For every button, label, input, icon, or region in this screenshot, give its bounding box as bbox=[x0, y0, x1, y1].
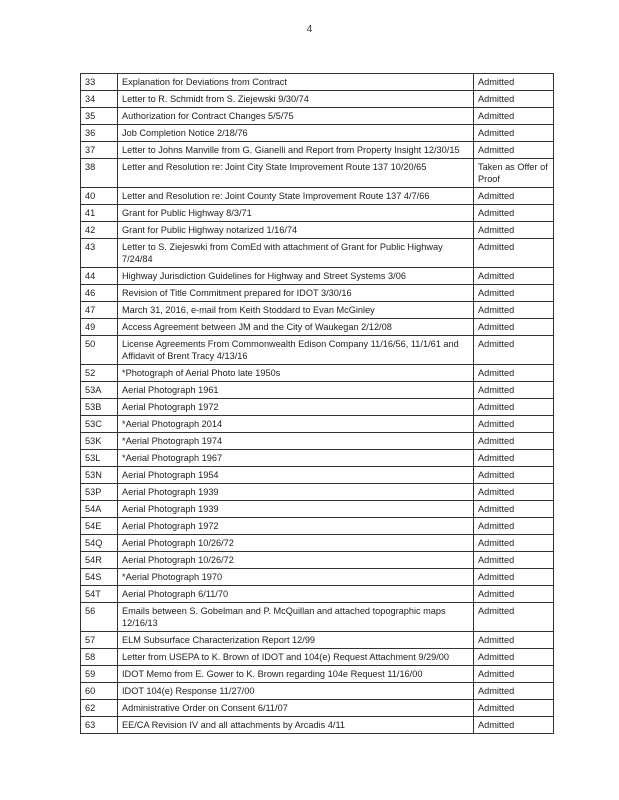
exhibit-description: Letter and Resolution re: Joint City State Improvement Route 137 10/20/65 bbox=[118, 159, 474, 188]
exhibit-description: Revision of Title Commitment prepared for IDOT 3/30/16 bbox=[118, 285, 474, 302]
exhibit-number: 41 bbox=[81, 205, 118, 222]
exhibit-number: 60 bbox=[81, 683, 118, 700]
exhibit-status: Admitted bbox=[474, 666, 554, 683]
exhibit-status: Admitted bbox=[474, 535, 554, 552]
exhibit-description: *Photograph of Aerial Photo late 1950s bbox=[118, 365, 474, 382]
exhibit-number: 53P bbox=[81, 484, 118, 501]
table-row bbox=[81, 433, 554, 450]
exhibit-status: Admitted bbox=[474, 416, 554, 433]
exhibit-description: Job Completion Notice 2/18/76 bbox=[118, 125, 474, 142]
exhibit-number: 53C bbox=[81, 416, 118, 433]
table-row bbox=[81, 142, 554, 159]
exhibit-number: 53L bbox=[81, 450, 118, 467]
table-row bbox=[81, 285, 554, 302]
exhibit-status: Admitted bbox=[474, 382, 554, 399]
exhibit-description: EE/CA Revision IV and all attachments by Arcadis 4/11 bbox=[118, 717, 474, 734]
exhibit-status: Admitted bbox=[474, 603, 554, 632]
exhibit-description: Aerial Photograph 1939 bbox=[118, 501, 474, 518]
table-row bbox=[81, 484, 554, 501]
exhibit-status: Admitted bbox=[474, 467, 554, 484]
table-row bbox=[81, 382, 554, 399]
exhibit-number: 54R bbox=[81, 552, 118, 569]
table-row bbox=[81, 319, 554, 336]
exhibit-status: Admitted bbox=[474, 433, 554, 450]
exhibit-description: Letter to Johns Manville from G. Gianelli and Report from Property Insight 12/30/15 bbox=[118, 142, 474, 159]
exhibit-description: March 31, 2016, e-mail from Keith Stoddard to Evan McGinley bbox=[118, 302, 474, 319]
table-row bbox=[81, 700, 554, 717]
table-row bbox=[81, 569, 554, 586]
table-row bbox=[81, 222, 554, 239]
exhibit-number: 63 bbox=[81, 717, 118, 734]
exhibit-description: IDOT 104(e) Response 11/27/00 bbox=[118, 683, 474, 700]
exhibit-status: Admitted bbox=[474, 74, 554, 91]
exhibit-description: Access Agreement between JM and the City of Waukegan 2/12/08 bbox=[118, 319, 474, 336]
table-row bbox=[81, 302, 554, 319]
table-row bbox=[81, 535, 554, 552]
table-row bbox=[81, 74, 554, 91]
table-row bbox=[81, 399, 554, 416]
exhibit-number: 37 bbox=[81, 142, 118, 159]
table-row bbox=[81, 666, 554, 683]
exhibit-status: Admitted bbox=[474, 125, 554, 142]
exhibit-number: 54Q bbox=[81, 535, 118, 552]
exhibit-number: 53A bbox=[81, 382, 118, 399]
table-row bbox=[81, 239, 554, 268]
table-row bbox=[81, 205, 554, 222]
table-row bbox=[81, 125, 554, 142]
exhibit-status: Admitted bbox=[474, 365, 554, 382]
exhibit-description: Aerial Photograph 10/26/72 bbox=[118, 552, 474, 569]
exhibit-number: 54T bbox=[81, 586, 118, 603]
exhibit-number: 56 bbox=[81, 603, 118, 632]
exhibit-table bbox=[80, 73, 554, 734]
exhibit-number: 33 bbox=[81, 74, 118, 91]
table-row bbox=[81, 586, 554, 603]
table-row bbox=[81, 91, 554, 108]
table-row bbox=[81, 552, 554, 569]
exhibit-description: License Agreements From Commonwealth Edison Company 11/16/56, 11/1/61 and Affidavit of Brent Tracy 4/13/16 bbox=[118, 336, 474, 365]
exhibit-status: Admitted bbox=[474, 142, 554, 159]
exhibit-status: Admitted bbox=[474, 649, 554, 666]
exhibit-status: Admitted bbox=[474, 222, 554, 239]
exhibit-description: Aerial Photograph 1972 bbox=[118, 518, 474, 535]
exhibit-status: Admitted bbox=[474, 632, 554, 649]
exhibit-number: 53B bbox=[81, 399, 118, 416]
exhibit-description: Administrative Order on Consent 6/11/07 bbox=[118, 700, 474, 717]
exhibit-status: Admitted bbox=[474, 336, 554, 365]
table-row bbox=[81, 717, 554, 734]
table-row bbox=[81, 683, 554, 700]
exhibit-number: 54E bbox=[81, 518, 118, 535]
exhibit-number: 43 bbox=[81, 239, 118, 268]
exhibit-description: Aerial Photograph 1972 bbox=[118, 399, 474, 416]
exhibit-description: Aerial Photograph 1961 bbox=[118, 382, 474, 399]
exhibit-description: *Aerial Photograph 1970 bbox=[118, 569, 474, 586]
exhibit-status: Admitted bbox=[474, 569, 554, 586]
exhibit-number: 42 bbox=[81, 222, 118, 239]
table-row bbox=[81, 268, 554, 285]
exhibit-status: Taken as Offer of Proof bbox=[474, 159, 554, 188]
exhibit-description: Letter and Resolution re: Joint County State Improvement Route 137 4/7/66 bbox=[118, 188, 474, 205]
table-row bbox=[81, 336, 554, 365]
exhibit-number: 50 bbox=[81, 336, 118, 365]
exhibit-number: 47 bbox=[81, 302, 118, 319]
exhibit-number: 54S bbox=[81, 569, 118, 586]
exhibit-number: 53K bbox=[81, 433, 118, 450]
table-row bbox=[81, 501, 554, 518]
table-row bbox=[81, 365, 554, 382]
exhibit-number: 53N bbox=[81, 467, 118, 484]
page-number: 4 bbox=[306, 24, 313, 35]
table-row bbox=[81, 416, 554, 433]
exhibit-status: Admitted bbox=[474, 302, 554, 319]
exhibit-status: Admitted bbox=[474, 700, 554, 717]
exhibit-number: 35 bbox=[81, 108, 118, 125]
exhibit-description: *Aerial Photograph 1967 bbox=[118, 450, 474, 467]
exhibit-status: Admitted bbox=[474, 586, 554, 603]
exhibit-description: Highway Jurisdiction Guidelines for Highway and Street Systems 3/06 bbox=[118, 268, 474, 285]
table-row bbox=[81, 188, 554, 205]
exhibit-number: 34 bbox=[81, 91, 118, 108]
exhibit-description: Authorization for Contract Changes 5/5/75 bbox=[118, 108, 474, 125]
exhibit-description: Aerial Photograph 1939 bbox=[118, 484, 474, 501]
exhibit-status: Admitted bbox=[474, 188, 554, 205]
exhibit-status: Admitted bbox=[474, 501, 554, 518]
exhibit-description: Aerial Photograph 1954 bbox=[118, 467, 474, 484]
exhibit-status: Admitted bbox=[474, 552, 554, 569]
exhibit-status: Admitted bbox=[474, 205, 554, 222]
exhibit-number: 36 bbox=[81, 125, 118, 142]
exhibit-status: Admitted bbox=[474, 450, 554, 467]
exhibit-description: *Aerial Photograph 2014 bbox=[118, 416, 474, 433]
exhibit-description: Letter to S. Ziejeswki from ComEd with attachment of Grant for Public Highway 7/24/84 bbox=[118, 239, 474, 268]
exhibit-number: 62 bbox=[81, 700, 118, 717]
exhibit-description: ELM Subsurface Characterization Report 12/99 bbox=[118, 632, 474, 649]
exhibit-status: Admitted bbox=[474, 717, 554, 734]
table-row bbox=[81, 108, 554, 125]
exhibit-number: 52 bbox=[81, 365, 118, 382]
exhibit-status: Admitted bbox=[474, 91, 554, 108]
exhibit-description: Aerial Photograph 6/11/70 bbox=[118, 586, 474, 603]
exhibit-number: 49 bbox=[81, 319, 118, 336]
exhibit-description: Grant for Public Highway 8/3/71 bbox=[118, 205, 474, 222]
exhibit-number: 40 bbox=[81, 188, 118, 205]
exhibit-description: IDOT Memo from E. Gower to K. Brown regarding 104e Request 11/16/00 bbox=[118, 666, 474, 683]
exhibit-description: Emails between S. Gobelman and P. McQuillan and attached topographic maps 12/16/13 bbox=[118, 603, 474, 632]
exhibit-status: Admitted bbox=[474, 518, 554, 535]
exhibit-status: Admitted bbox=[474, 108, 554, 125]
table-row bbox=[81, 518, 554, 535]
exhibit-status: Admitted bbox=[474, 285, 554, 302]
exhibit-status: Admitted bbox=[474, 399, 554, 416]
exhibit-status: Admitted bbox=[474, 484, 554, 501]
exhibit-number: 46 bbox=[81, 285, 118, 302]
exhibit-description: *Aerial Photograph 1974 bbox=[118, 433, 474, 450]
exhibit-rows bbox=[81, 74, 554, 734]
table-row bbox=[81, 649, 554, 666]
exhibit-status: Admitted bbox=[474, 268, 554, 285]
exhibit-number: 44 bbox=[81, 268, 118, 285]
exhibit-description: Grant for Public Highway notarized 1/16/74 bbox=[118, 222, 474, 239]
exhibit-number: 54A bbox=[81, 501, 118, 518]
exhibit-number: 57 bbox=[81, 632, 118, 649]
exhibit-description: Explanation for Deviations from Contract bbox=[118, 74, 474, 91]
exhibit-number: 59 bbox=[81, 666, 118, 683]
table-row bbox=[81, 450, 554, 467]
table-row bbox=[81, 467, 554, 484]
exhibit-status: Admitted bbox=[474, 239, 554, 268]
exhibit-status: Admitted bbox=[474, 319, 554, 336]
exhibit-number: 58 bbox=[81, 649, 118, 666]
exhibit-description: Aerial Photograph 10/26/72 bbox=[118, 535, 474, 552]
table-row bbox=[81, 603, 554, 632]
exhibit-number: 38 bbox=[81, 159, 118, 188]
exhibit-status: Admitted bbox=[474, 683, 554, 700]
table-row bbox=[81, 159, 554, 188]
exhibit-description: Letter from USEPA to K. Brown of IDOT and 104(e) Request Attachment 9/29/00 bbox=[118, 649, 474, 666]
exhibit-description: Letter to R. Schmidt from S. Ziejewski 9/30/74 bbox=[118, 91, 474, 108]
table-row bbox=[81, 632, 554, 649]
